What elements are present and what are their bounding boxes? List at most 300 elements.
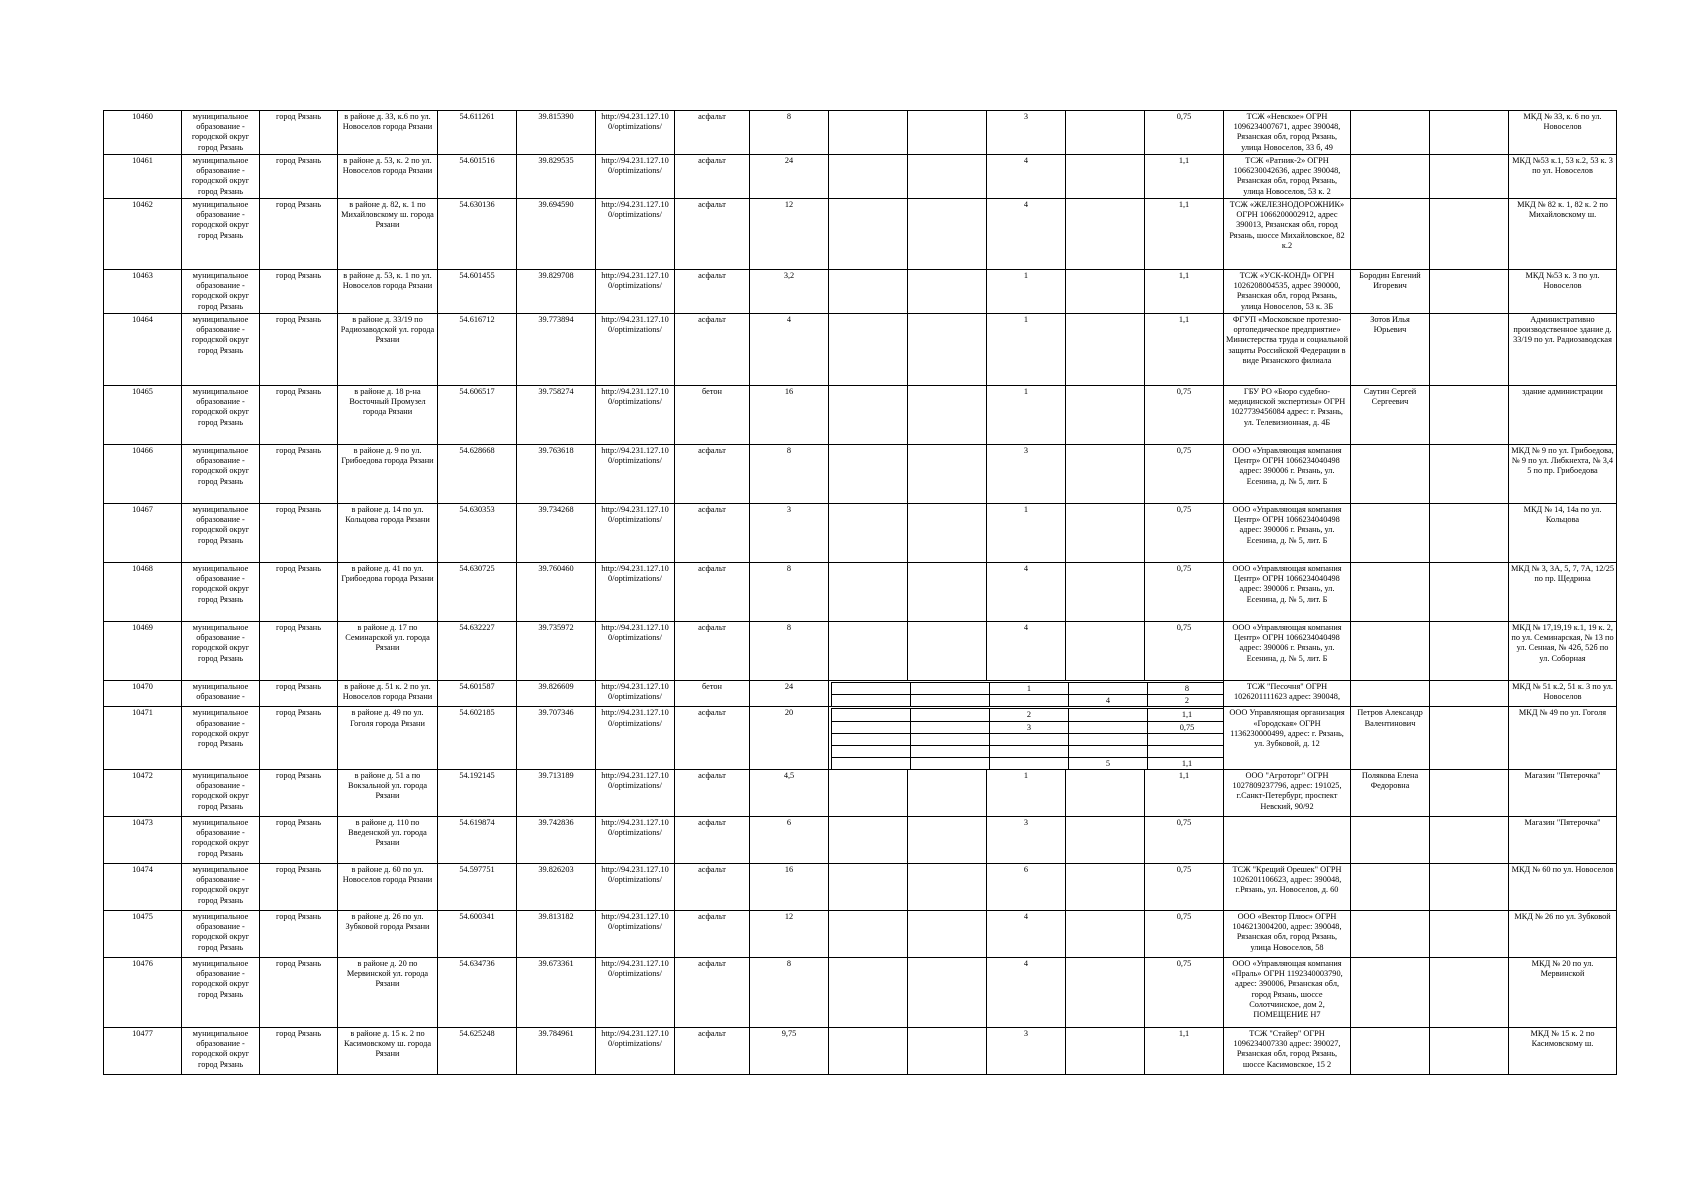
row-id: 10468 <box>104 563 182 622</box>
cont-large <box>1066 1028 1145 1075</box>
cont-small <box>908 622 987 681</box>
latitude: 54.616712 <box>438 314 517 386</box>
site-area: 12 <box>750 199 829 270</box>
empty-cell <box>832 695 911 707</box>
longitude: 39.784961 <box>517 1028 596 1075</box>
row-id: 10475 <box>104 911 182 958</box>
cont-small <box>911 721 990 733</box>
owner-info: ООО Управляющая организация «Городская» ОГРН 1136230000499, адрес: г. Рязань, ул. Зубковой, д. 12 <box>1224 707 1351 770</box>
row-id: 10472 <box>104 770 182 817</box>
volume: 1,1 <box>1148 709 1224 721</box>
cont-mid <box>990 745 1069 757</box>
cont-large <box>1066 911 1145 958</box>
location-address: в районе д. 15 к. 2 по Касимовскому ш. города Рязани <box>338 1028 438 1075</box>
owner-info: ООО «Вектор Плюс» ОГРН 1046213004200, адрес: 390048, Рязанская обл, город Рязань, улица Новоселов, 58 <box>1224 911 1351 958</box>
settlement-name: город Рязань <box>260 864 338 911</box>
site-area: 3,2 <box>750 270 829 314</box>
scheme-link: http://94.231.127.10 0/optimizations/ <box>596 270 675 314</box>
surface-type: асфальт <box>675 770 750 817</box>
volume <box>1148 745 1224 757</box>
container-subrow <box>832 683 1224 695</box>
scheme-link: http://94.231.127.10 0/optimizations/ <box>596 681 675 707</box>
cont-large <box>1066 386 1145 445</box>
owner-info: ТСЖ "Песочня" ОГРН 1026201111623 адрес: 390048, <box>1224 681 1351 707</box>
cont-mid: 4 <box>987 155 1066 199</box>
extra-cell <box>1430 270 1509 314</box>
contact-person <box>1351 111 1430 155</box>
longitude: 39.742836 <box>517 817 596 864</box>
settlement-name: город Рязань <box>260 770 338 817</box>
latitude: 54.597751 <box>438 864 517 911</box>
empty-cell <box>832 757 911 769</box>
municipal-formation: муниципальное образование - городской округ город Рязань <box>182 199 260 270</box>
cont-mid: 3 <box>987 817 1066 864</box>
latitude: 54.601587 <box>438 681 517 707</box>
waste-source: Административно производственное здание д. 33/19 по ул. Радиозаводская <box>1509 314 1617 386</box>
municipal-formation: муниципальное образование - <box>182 681 260 707</box>
surface-type: асфальт <box>675 155 750 199</box>
cont-mid <box>990 757 1069 769</box>
contact-person <box>1351 199 1430 270</box>
longitude: 39.763618 <box>517 445 596 504</box>
scheme-link: http://94.231.127.10 0/optimizations/ <box>596 111 675 155</box>
row-id: 10460 <box>104 111 182 155</box>
table-row <box>104 111 1617 155</box>
table-row <box>104 155 1617 199</box>
location-address: в районе д. 51 к. 2 по ул. Новоселов города Рязани <box>338 681 438 707</box>
cont-mid: 4 <box>987 958 1066 1028</box>
cont-large <box>1066 770 1145 817</box>
scheme-link: http://94.231.127.10 0/optimizations/ <box>596 199 675 270</box>
longitude: 39.829535 <box>517 155 596 199</box>
extra-cell <box>1430 817 1509 864</box>
extra-cell <box>1430 111 1509 155</box>
surface-type: асфальт <box>675 270 750 314</box>
cont-small <box>908 563 987 622</box>
owner-info: ООО "Агроторг" ОГРН 1027809237796, адрес: 191025, г.Санкт-Петербург, проспект Невский, 90/92 <box>1224 770 1351 817</box>
table-row <box>104 199 1617 270</box>
cont-small <box>908 314 987 386</box>
extra-cell <box>1430 504 1509 563</box>
empty-cell <box>829 563 908 622</box>
empty-cell <box>829 864 908 911</box>
cont-mid: 1 <box>987 270 1066 314</box>
surface-type: асфальт <box>675 111 750 155</box>
waste-source: Магазин "Пятерочка" <box>1509 770 1617 817</box>
municipal-formation: муниципальное образование - городской округ город Рязань <box>182 864 260 911</box>
owner-info: ТСЖ "Крещий Орешек" ОГРН 1026201106623, адрес: 390048, г.Рязань, ул. Новоселов, д. 60 <box>1224 864 1351 911</box>
volume: 0,75 <box>1145 817 1224 864</box>
owner-info <box>1224 817 1351 864</box>
location-address: в районе д. 60 по ул. Новоселов города Рязани <box>338 864 438 911</box>
volume: 1,1 <box>1145 1028 1224 1075</box>
table-row <box>104 707 1617 770</box>
empty-cell <box>832 733 911 745</box>
scheme-link: http://94.231.127.10 0/optimizations/ <box>596 707 675 770</box>
row-id: 10476 <box>104 958 182 1028</box>
surface-type: асфальт <box>675 504 750 563</box>
cont-large <box>1066 817 1145 864</box>
cont-small <box>908 270 987 314</box>
extra-cell <box>1430 199 1509 270</box>
row-id: 10469 <box>104 622 182 681</box>
cont-small <box>908 386 987 445</box>
latitude: 54.634736 <box>438 958 517 1028</box>
latitude: 54.630136 <box>438 199 517 270</box>
municipal-formation: муниципальное образование - городской округ город Рязань <box>182 386 260 445</box>
contact-person <box>1351 622 1430 681</box>
scheme-link: http://94.231.127.10 0/optimizations/ <box>596 817 675 864</box>
owner-info: ФГУП «Московское протезно-ортопедическое предприятие» Министерства труда и социальной защиты Российской Федерации в виде Рязанского филиала <box>1224 314 1351 386</box>
row-id: 10473 <box>104 817 182 864</box>
cont-small <box>908 958 987 1028</box>
row-id: 10471 <box>104 707 182 770</box>
contact-person <box>1351 1028 1430 1075</box>
volume: 0,75 <box>1145 563 1224 622</box>
settlement-name: город Рязань <box>260 111 338 155</box>
municipal-formation: муниципальное образование - городской округ город Рязань <box>182 445 260 504</box>
extra-cell <box>1430 911 1509 958</box>
cont-large <box>1066 563 1145 622</box>
waste-source: МКД № 60 по ул. Новоселов <box>1509 864 1617 911</box>
cont-mid: 1 <box>987 770 1066 817</box>
site-area: 6 <box>750 817 829 864</box>
container-subrow <box>832 709 1224 721</box>
contact-person <box>1351 864 1430 911</box>
site-area: 4 <box>750 314 829 386</box>
empty-cell <box>829 199 908 270</box>
location-address: в районе д. 14 по ул. Кольцова города Рязани <box>338 504 438 563</box>
location-address: в районе д. 20 по Мервинской ул. города Рязани <box>338 958 438 1028</box>
surface-type: бетон <box>675 386 750 445</box>
longitude: 39.773894 <box>517 314 596 386</box>
longitude: 39.826203 <box>517 864 596 911</box>
table-row <box>104 958 1617 1028</box>
settlement-name: город Рязань <box>260 911 338 958</box>
table-row <box>104 770 1617 817</box>
volume: 1,1 <box>1145 155 1224 199</box>
cont-small <box>908 111 987 155</box>
cont-mid: 1 <box>987 314 1066 386</box>
extra-cell <box>1430 445 1509 504</box>
location-address: в районе д. 82, к. 1 по Михайловскому ш. города Рязани <box>338 199 438 270</box>
container-subrow <box>832 733 1224 745</box>
location-address: в районе д. 9 по ул. Грибоедова города Рязани <box>338 445 438 504</box>
empty-cell <box>829 314 908 386</box>
row-id: 10462 <box>104 199 182 270</box>
scheme-link: http://94.231.127.10 0/optimizations/ <box>596 622 675 681</box>
settlement-name: город Рязань <box>260 817 338 864</box>
surface-type: асфальт <box>675 445 750 504</box>
owner-info: ТСЖ «Ратник-2» ОГРН 1066230042636, адрес 390048, Рязанская обл, город Рязань, улица Новоселов, 53 к. 2 <box>1224 155 1351 199</box>
surface-type: асфальт <box>675 911 750 958</box>
waste-source: МКД № 15 к. 2 по Касимовскому ш. <box>1509 1028 1617 1075</box>
cont-mid: 3 <box>987 445 1066 504</box>
extra-cell <box>1430 707 1509 770</box>
owner-info: ООО «Управляющая компания Центр» ОГРН 1066234040498 адрес: 390006 г. Рязань, ул. Есенина, д. № 5, лит. Б <box>1224 563 1351 622</box>
waste-source: МКД № 82 к. 1, 82 к. 2 по Михайловскому ш. <box>1509 199 1617 270</box>
volume: 8 <box>1148 683 1224 695</box>
extra-cell <box>1430 864 1509 911</box>
extra-cell <box>1430 563 1509 622</box>
cont-mid: 4 <box>987 199 1066 270</box>
empty-cell <box>829 504 908 563</box>
location-address: в районе д. 53, к. 2 по ул. Новоселов города Рязани <box>338 155 438 199</box>
empty-cell <box>832 709 911 721</box>
cont-large <box>1066 504 1145 563</box>
municipal-formation: муниципальное образование - городской округ город Рязань <box>182 770 260 817</box>
cont-large <box>1066 958 1145 1028</box>
cont-large <box>1066 622 1145 681</box>
scheme-link: http://94.231.127.10 0/optimizations/ <box>596 911 675 958</box>
empty-cell <box>829 817 908 864</box>
cont-mid: 4 <box>987 911 1066 958</box>
volume: 0,75 <box>1145 504 1224 563</box>
cont-large <box>1069 733 1148 745</box>
volume: 0,75 <box>1145 111 1224 155</box>
scheme-link: http://94.231.127.10 0/optimizations/ <box>596 504 675 563</box>
surface-type: асфальт <box>675 199 750 270</box>
longitude: 39.713189 <box>517 770 596 817</box>
longitude: 39.813182 <box>517 911 596 958</box>
settlement-name: город Рязань <box>260 563 338 622</box>
cont-mid: 6 <box>987 864 1066 911</box>
cont-large <box>1066 864 1145 911</box>
scheme-link: http://94.231.127.10 0/optimizations/ <box>596 445 675 504</box>
contact-person: Зотов Илья Юрьевич <box>1351 314 1430 386</box>
row-id: 10465 <box>104 386 182 445</box>
extra-cell <box>1430 314 1509 386</box>
municipal-formation: муниципальное образование - городской округ город Рязань <box>182 155 260 199</box>
location-address: в районе д. 53, к. 1 по ул. Новоселов города Рязани <box>338 270 438 314</box>
municipal-formation: муниципальное образование - городской округ город Рязань <box>182 622 260 681</box>
container-split-cell <box>829 681 1224 707</box>
contact-person: Полякова Елена Федоровна <box>1351 770 1430 817</box>
cont-large <box>1069 709 1148 721</box>
contact-person <box>1351 817 1430 864</box>
site-area: 24 <box>750 155 829 199</box>
municipal-formation: муниципальное образование - городской округ город Рязань <box>182 1028 260 1075</box>
volume: 2 <box>1148 695 1224 707</box>
site-area: 9,75 <box>750 1028 829 1075</box>
table-row <box>104 445 1617 504</box>
cont-small <box>911 709 990 721</box>
surface-type: асфальт <box>675 314 750 386</box>
municipal-formation: муниципальное образование - городской округ город Рязань <box>182 563 260 622</box>
surface-type: бетон <box>675 681 750 707</box>
row-id: 10464 <box>104 314 182 386</box>
site-area: 8 <box>750 111 829 155</box>
volume: 1,1 <box>1145 199 1224 270</box>
waste-source: Магазин "Пятерочка" <box>1509 817 1617 864</box>
contact-person: Саутин Сергей Сергеевич <box>1351 386 1430 445</box>
surface-type: асфальт <box>675 817 750 864</box>
longitude: 39.673361 <box>517 958 596 1028</box>
settlement-name: город Рязань <box>260 1028 338 1075</box>
latitude: 54.601516 <box>438 155 517 199</box>
scheme-link: http://94.231.127.10 0/optimizations/ <box>596 1028 675 1075</box>
surface-type: асфальт <box>675 707 750 770</box>
row-id: 10477 <box>104 1028 182 1075</box>
extra-cell <box>1430 622 1509 681</box>
empty-cell <box>832 683 911 695</box>
cont-mid <box>990 733 1069 745</box>
scheme-link: http://94.231.127.10 0/optimizations/ <box>596 155 675 199</box>
empty-cell <box>829 911 908 958</box>
empty-cell <box>829 958 908 1028</box>
owner-info: ГБУ РО «Бюро судебно-медицинской экспертизы» ОГРН 1027739456084 адрес: г. Рязань, ул. Телевизионная, д. 4Б <box>1224 386 1351 445</box>
scheme-link: http://94.231.127.10 0/optimizations/ <box>596 770 675 817</box>
site-area: 16 <box>750 864 829 911</box>
volume: 0,75 <box>1145 386 1224 445</box>
cont-large <box>1066 314 1145 386</box>
municipal-formation: муниципальное образование - городской округ город Рязань <box>182 111 260 155</box>
settlement-name: город Рязань <box>260 445 338 504</box>
settlement-name: город Рязань <box>260 386 338 445</box>
table-row <box>104 504 1617 563</box>
contact-person: Бородин Евгений Игоревич <box>1351 270 1430 314</box>
cont-mid: 3 <box>990 721 1069 733</box>
cont-large <box>1066 445 1145 504</box>
empty-cell <box>829 770 908 817</box>
latitude: 54.192145 <box>438 770 517 817</box>
empty-cell <box>829 270 908 314</box>
settlement-name: город Рязань <box>260 199 338 270</box>
extra-cell <box>1430 386 1509 445</box>
row-id: 10461 <box>104 155 182 199</box>
location-address: в районе д. 18 р-на Восточный Промузел города Рязани <box>338 386 438 445</box>
volume: 1,1 <box>1145 770 1224 817</box>
empty-cell <box>829 622 908 681</box>
waste-source: МКД № 17,19,19 к.1, 19 к. 2, по ул. Семинарская, № 13 по ул. Сенная, № 42б, 52б по ул. Соборная <box>1509 622 1617 681</box>
longitude: 39.815390 <box>517 111 596 155</box>
settlement-name: город Рязань <box>260 155 338 199</box>
table-row <box>104 911 1617 958</box>
owner-info: ООО «Управляющая компания Центр» ОГРН 1066234040498 адрес: 390006 г. Рязань, ул. Есенина, д. № 5, лит. Б <box>1224 445 1351 504</box>
volume: 0,75 <box>1145 622 1224 681</box>
latitude: 54.611261 <box>438 111 517 155</box>
container-subrow <box>832 721 1224 733</box>
table-row <box>104 563 1617 622</box>
row-id: 10463 <box>104 270 182 314</box>
extra-cell <box>1430 958 1509 1028</box>
waste-source: МКД № 9 по ул. Грибоедова, № 9 по ул. Либкнехта, № 3,4 5 по пр. Грибоедова <box>1509 445 1617 504</box>
volume: 1,1 <box>1145 314 1224 386</box>
longitude: 39.735972 <box>517 622 596 681</box>
latitude: 54.628668 <box>438 445 517 504</box>
cont-small <box>908 1028 987 1075</box>
empty-cell <box>832 721 911 733</box>
cont-small <box>908 504 987 563</box>
municipal-formation: муниципальное образование - городской округ город Рязань <box>182 958 260 1028</box>
longitude: 39.826609 <box>517 681 596 707</box>
site-area: 8 <box>750 958 829 1028</box>
cont-mid: 4 <box>987 622 1066 681</box>
empty-cell <box>829 111 908 155</box>
surface-type: асфальт <box>675 563 750 622</box>
waste-source: МКД № 26 по ул. Зубковой <box>1509 911 1617 958</box>
contact-person <box>1351 445 1430 504</box>
empty-cell <box>832 745 911 757</box>
site-area: 3 <box>750 504 829 563</box>
cont-mid: 3 <box>987 111 1066 155</box>
row-id: 10470 <box>104 681 182 707</box>
owner-info: ТСЖ "Стайер" ОГРН 1096234007330 адрес: 390027, Рязанская обл, город Рязань, шоссе Касимовское, 15 2 <box>1224 1028 1351 1075</box>
location-address: в районе д. 17 по Семинарской ул. города Рязани <box>338 622 438 681</box>
site-area: 8 <box>750 563 829 622</box>
longitude: 39.829708 <box>517 270 596 314</box>
cont-small <box>911 745 990 757</box>
site-area: 8 <box>750 445 829 504</box>
latitude: 54.601455 <box>438 270 517 314</box>
settlement-name: город Рязань <box>260 958 338 1028</box>
table-row <box>104 314 1617 386</box>
settlement-name: город Рязань <box>260 504 338 563</box>
container-subrow <box>832 695 1224 707</box>
volume: 0,75 <box>1145 958 1224 1028</box>
cont-small <box>908 817 987 864</box>
contact-person: Петров Александр Валентинович <box>1351 707 1430 770</box>
settlement-name: город Рязань <box>260 270 338 314</box>
empty-cell <box>829 386 908 445</box>
container-subrow <box>832 745 1224 757</box>
scheme-link: http://94.231.127.10 0/optimizations/ <box>596 864 675 911</box>
longitude: 39.734268 <box>517 504 596 563</box>
surface-type: асфальт <box>675 1028 750 1075</box>
table-row <box>104 817 1617 864</box>
container-subrow <box>832 757 1224 769</box>
cont-mid: 1 <box>987 504 1066 563</box>
owner-info: ООО «Управляющая компания Центр» ОГРН 1066234040498 адрес: 390006 г. Рязань, ул. Есенина, д. № 5, лит. Б <box>1224 622 1351 681</box>
municipal-formation: муниципальное образование - городской округ город Рязань <box>182 707 260 770</box>
longitude: 39.760460 <box>517 563 596 622</box>
location-address: в районе д. 33/19 по Радиозаводской ул. города Рязани <box>338 314 438 386</box>
waste-source: МКД № 49 по ул. Гоголя <box>1509 707 1617 770</box>
scheme-link: http://94.231.127.10 0/optimizations/ <box>596 563 675 622</box>
cont-small <box>911 683 990 695</box>
settlement-name: город Рязань <box>260 681 338 707</box>
cont-small <box>908 199 987 270</box>
cont-small <box>908 770 987 817</box>
waste-source: МКД №53 к.1, 53 к.2, 53 к. 3 по ул. Новоселов <box>1509 155 1617 199</box>
latitude: 54.600341 <box>438 911 517 958</box>
cont-mid: 2 <box>990 709 1069 721</box>
container-subtable <box>831 708 1224 769</box>
table-row <box>104 386 1617 445</box>
contact-person <box>1351 681 1430 707</box>
contact-person <box>1351 155 1430 199</box>
waste-source: МКД № 33, к. 6 по ул. Новоселов <box>1509 111 1617 155</box>
site-area: 16 <box>750 386 829 445</box>
cont-large <box>1069 745 1148 757</box>
cont-small <box>908 864 987 911</box>
contact-person <box>1351 911 1430 958</box>
row-id: 10467 <box>104 504 182 563</box>
settlement-name: город Рязань <box>260 707 338 770</box>
municipal-formation: муниципальное образование - городской округ город Рязань <box>182 504 260 563</box>
cont-large <box>1066 270 1145 314</box>
latitude: 54.632227 <box>438 622 517 681</box>
cont-large: 5 <box>1069 757 1148 769</box>
waste-source: МКД № 20 по ул. Мервинской <box>1509 958 1617 1028</box>
owner-info: ООО «Управляющая компания «Праль» ОГРН 1192340003790, адрес: 390006, Рязанская обл, город Рязань, шоссе Солотчинское, дом 2, ПОМЕЩЕНИЕ Н7 <box>1224 958 1351 1028</box>
surface-type: асфальт <box>675 622 750 681</box>
location-address: в районе д. 49 по ул. Гоголя города Рязани <box>338 707 438 770</box>
owner-info: ТСЖ «Невское» ОГРН 1096234007671, адрес 390048, Рязанская обл, город Рязань, улица Новоселов, 33 б, 49 <box>1224 111 1351 155</box>
cont-large <box>1066 155 1145 199</box>
site-area: 12 <box>750 911 829 958</box>
settlement-name: город Рязань <box>260 314 338 386</box>
